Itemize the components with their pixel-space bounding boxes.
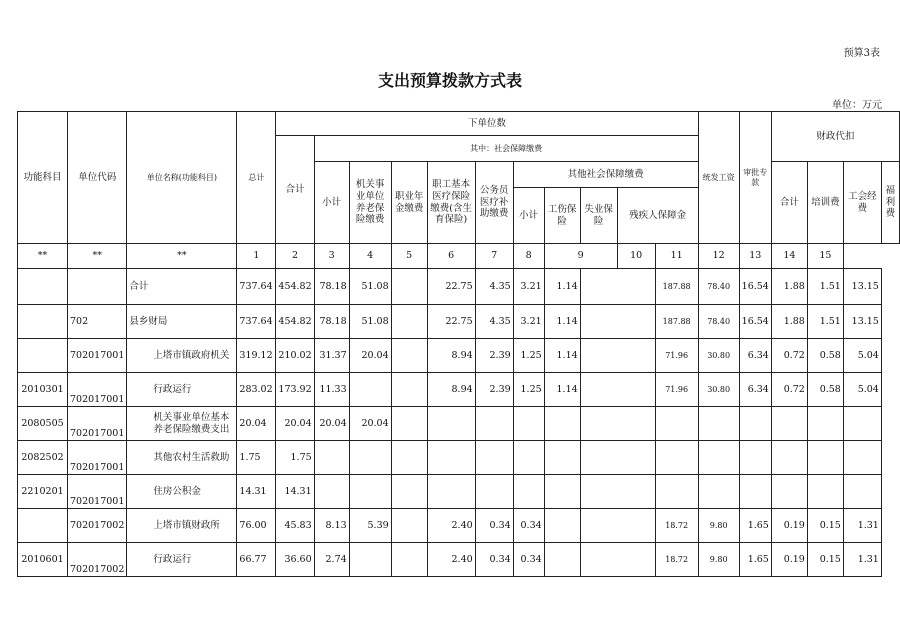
header-medical: 职工基本医疗保险缴费(含生育保险) [427,162,475,244]
value-cell: 18.72 [655,509,698,543]
header-unit-code: 单位代码 [68,112,127,244]
unit-name-cell: 县乡财局 [127,305,237,339]
index-cell: 11 [655,244,698,269]
value-cell: 210.02 [276,339,314,373]
value-cell [655,407,698,441]
header-ss-subtotal: 小计 [314,162,349,244]
value-cell [580,339,655,373]
value-cell [513,475,544,509]
value-cell [544,441,580,475]
value-cell [698,441,739,475]
unit-name-cell: 住房公积金 [127,475,237,509]
header-fa-total: 合计 [771,162,807,244]
value-cell [427,475,475,509]
table-row [18,543,900,577]
index-cell: 15 [807,244,843,269]
header-injury: 工伤保险 [544,188,580,244]
value-cell: 0.19 [771,543,807,577]
unit-name-cell: 行政运行 [127,373,237,407]
value-cell: 71.96 [655,373,698,407]
value-cell: 454.82 [276,305,314,339]
value-cell: 1.51 [807,269,843,305]
value-cell: 0.15 [807,543,843,577]
value-cell: 2.40 [427,509,475,543]
value-cell: 20.04 [349,407,391,441]
header-social-security: 其中：社会保障缴费 [314,136,698,162]
index-cell: 2 [276,244,314,269]
unit-code-cell: 702017002 [68,543,127,577]
value-cell: 3.21 [513,305,544,339]
index-cell: 7 [475,244,513,269]
index-cell: 13 [739,244,771,269]
header-total: 总计 [237,112,276,244]
index-cell: ** [68,244,127,269]
value-cell: 187.88 [655,305,698,339]
table-row [18,373,900,407]
value-cell: 51.08 [349,269,391,305]
table-row [18,339,900,373]
value-cell: 1.88 [771,305,807,339]
value-cell: 454.82 [276,269,314,305]
value-cell: 1.25 [513,373,544,407]
value-cell [349,543,391,577]
value-cell: 16.54 [739,269,771,305]
value-cell [843,475,881,509]
value-cell: 0.58 [807,373,843,407]
value-cell: 20.04 [276,407,314,441]
index-cell: ** [18,244,68,269]
value-cell: 30.80 [698,373,739,407]
value-cell: 4.35 [475,269,513,305]
value-cell [655,441,698,475]
func-subject-cell: 2010601 [18,543,68,577]
header-func-subject: 功能科目 [18,112,68,244]
total-cell: 737.64 [237,305,276,339]
value-cell: 14.31 [276,475,314,509]
value-cell: 0.58 [807,339,843,373]
value-cell [698,407,739,441]
value-cell [391,269,427,305]
value-cell: 78.18 [314,305,349,339]
unit-code-cell: 702017001 [68,407,127,441]
index-cell: 9 [544,244,617,269]
index-cell: ** [127,244,237,269]
index-cell: 4 [349,244,391,269]
value-cell [475,407,513,441]
total-cell: 319.12 [237,339,276,373]
index-cell: 14 [771,244,807,269]
value-cell: 2.40 [427,543,475,577]
value-cell [544,475,580,509]
header-lower-units: 下单位数 [276,112,698,136]
value-cell [739,441,771,475]
value-cell: 3.21 [513,269,544,305]
value-cell: 18.72 [655,543,698,577]
value-cell [580,509,655,543]
value-cell [513,407,544,441]
func-subject-cell [18,305,68,339]
value-cell [349,373,391,407]
value-cell [843,441,881,475]
index-cell: 1 [237,244,276,269]
index-cell: 3 [314,244,349,269]
total-cell: 1.75 [237,441,276,475]
value-cell [807,475,843,509]
table-row [18,509,900,543]
value-cell [580,543,655,577]
value-cell: 1.14 [544,305,580,339]
value-cell [391,407,427,441]
index-cell: 8 [513,244,544,269]
value-cell: 2.74 [314,543,349,577]
header-pension: 机关事业单位养老保险缴费 [349,162,391,244]
value-cell: 0.34 [513,543,544,577]
index-cell: 5 [391,244,427,269]
total-cell: 20.04 [237,407,276,441]
index-cell: 10 [617,244,655,269]
unit-code-cell: 702017001 [68,339,127,373]
page-title: 支出预算拨款方式表 [377,71,522,90]
header-subtotal-sum: 合计 [276,136,314,244]
value-cell [314,475,349,509]
value-cell: 45.83 [276,509,314,543]
header-other-ss: 其他社会保障缴费 [513,162,698,188]
value-cell: 20.04 [349,339,391,373]
value-cell [739,407,771,441]
value-cell: 0.72 [771,373,807,407]
value-cell [580,407,655,441]
table-row [18,269,900,305]
value-cell: 0.34 [513,509,544,543]
unit-name-cell: 机关事业单位基本养老保险缴费支出 [127,407,237,441]
value-cell [544,407,580,441]
value-cell [698,475,739,509]
value-cell: 8.94 [427,373,475,407]
func-subject-cell [18,269,68,305]
value-cell: 1.14 [544,269,580,305]
unit-name-cell: 其他农村生活救助 [127,441,237,475]
value-cell: 6.34 [739,339,771,373]
header-civil-medical: 公务员医疗补助缴费 [475,162,513,244]
value-cell [580,475,655,509]
index-cell: 12 [698,244,739,269]
table-tag: 预算3表 [843,48,880,59]
value-cell [391,441,427,475]
value-cell: 9.80 [698,509,739,543]
header-training: 培训费 [807,162,843,244]
value-cell: 20.04 [314,407,349,441]
value-cell: 11.33 [314,373,349,407]
value-cell: 1.14 [544,373,580,407]
value-cell: 13.15 [843,269,881,305]
index-cell: 6 [427,244,475,269]
func-subject-cell: 2010301 [18,373,68,407]
total-cell: 76.00 [237,509,276,543]
value-cell: 16.54 [739,305,771,339]
header-unit-name: 单位名称(功能科目) [127,112,237,244]
value-cell [771,441,807,475]
value-cell [427,441,475,475]
total-cell: 14.31 [237,475,276,509]
value-cell [807,441,843,475]
value-cell: 1.25 [513,339,544,373]
header-special: 审批专款 [739,112,771,244]
value-cell: 22.75 [427,305,475,339]
value-cell: 4.35 [475,305,513,339]
value-cell [807,407,843,441]
total-cell: 283.02 [237,373,276,407]
value-cell: 2.39 [475,339,513,373]
value-cell [391,509,427,543]
value-cell: 0.72 [771,339,807,373]
value-cell [655,475,698,509]
value-cell [843,407,881,441]
header-welfare: 福利费 [881,162,899,244]
value-cell: 22.75 [427,269,475,305]
value-cell [314,441,349,475]
table-row [18,475,900,509]
value-cell: 78.40 [698,305,739,339]
unit-name-cell: 上塔市镇财政所 [127,509,237,543]
value-cell: 30.80 [698,339,739,373]
unit-name-cell: 上塔市镇政府机关 [127,339,237,373]
header-annuity: 职业年金缴费 [391,162,427,244]
value-cell: 1.88 [771,269,807,305]
value-cell [739,475,771,509]
header-other-subtotal: 小计 [513,188,544,244]
unit-code-cell: 702 [68,305,127,339]
header-disability: 残疾人保障金 [617,188,698,244]
value-cell [475,475,513,509]
value-cell [391,373,427,407]
value-cell: 8.94 [427,339,475,373]
value-cell [391,339,427,373]
index-row [18,244,900,269]
func-subject-cell [18,509,68,543]
unit-label: 单位：万元 [832,100,882,111]
value-cell: 0.15 [807,509,843,543]
value-cell: 1.14 [544,339,580,373]
value-cell [427,407,475,441]
value-cell: 5.04 [843,339,881,373]
value-cell: 51.08 [349,305,391,339]
value-cell [544,543,580,577]
total-cell: 66.77 [237,543,276,577]
value-cell: 0.19 [771,509,807,543]
unit-name-cell: 合计 [127,269,237,305]
value-cell: 36.60 [276,543,314,577]
func-subject-cell: 2210201 [18,475,68,509]
func-subject-cell [18,339,68,373]
value-cell: 1.75 [276,441,314,475]
value-cell [513,441,544,475]
value-cell: 71.96 [655,339,698,373]
value-cell: 5.39 [349,509,391,543]
value-cell [349,441,391,475]
value-cell: 1.31 [843,543,881,577]
value-cell [475,441,513,475]
value-cell [771,407,807,441]
header-unemployment: 失业保险 [580,188,617,244]
unit-code-cell [68,269,127,305]
value-cell [391,543,427,577]
value-cell: 187.88 [655,269,698,305]
header-salary: 统发工资 [698,112,739,244]
budget-table [17,111,900,577]
value-cell [580,305,655,339]
value-cell [580,373,655,407]
value-cell: 13.15 [843,305,881,339]
unit-code-cell: 702017002 [68,509,127,543]
value-cell: 0.34 [475,543,513,577]
value-cell [771,475,807,509]
value-cell: 31.37 [314,339,349,373]
value-cell: 0.34 [475,509,513,543]
total-cell: 737.64 [237,269,276,305]
value-cell [349,475,391,509]
header-union: 工会经费 [843,162,881,244]
func-subject-cell: 2082502 [18,441,68,475]
value-cell [391,305,427,339]
value-cell [580,441,655,475]
unit-code-cell: 702017001 [68,475,127,509]
func-subject-cell: 2080505 [18,407,68,441]
value-cell: 78.40 [698,269,739,305]
header-fiscal-agent: 财政代扣 [771,112,899,162]
unit-name-cell: 行政运行 [127,543,237,577]
value-cell: 2.39 [475,373,513,407]
value-cell [391,475,427,509]
unit-code-cell: 702017001 [68,441,127,475]
unit-code-cell: 702017001 [68,373,127,407]
value-cell: 8.13 [314,509,349,543]
table-row [18,407,900,441]
table-row [18,305,900,339]
value-cell: 5.04 [843,373,881,407]
value-cell: 173.92 [276,373,314,407]
table-row [18,441,900,475]
value-cell: 1.65 [739,509,771,543]
value-cell: 1.51 [807,305,843,339]
value-cell: 1.65 [739,543,771,577]
value-cell: 78.18 [314,269,349,305]
value-cell [544,509,580,543]
value-cell: 1.31 [843,509,881,543]
value-cell: 6.34 [739,373,771,407]
value-cell: 9.80 [698,543,739,577]
value-cell [580,269,655,305]
